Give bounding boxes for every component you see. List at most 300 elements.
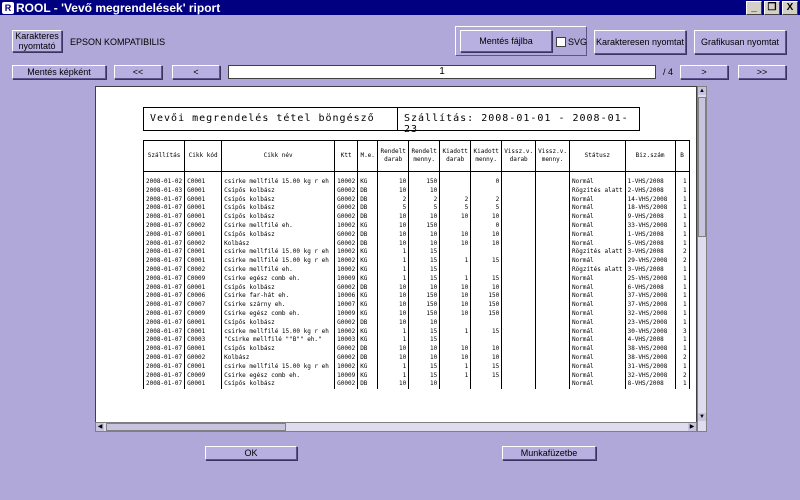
table-cell: DB: [358, 213, 378, 222]
table-cell: [471, 319, 502, 328]
table-cell: C0001: [185, 248, 222, 257]
table-cell: 2008-01-07: [144, 240, 185, 249]
table-cell: Normál: [570, 310, 626, 319]
table-cell: 2008-01-07: [144, 222, 185, 231]
table-cell: [536, 292, 570, 301]
table-cell: DB: [358, 231, 378, 240]
table-cell: [440, 266, 471, 275]
table-cell: KG: [358, 363, 378, 372]
table-cell: 1: [675, 292, 689, 301]
table-cell: 37-VHS/2008: [625, 292, 675, 301]
table-cell: 2008-01-02: [144, 178, 185, 187]
table-cell: [536, 248, 570, 257]
table-cell: [536, 284, 570, 293]
table-cell: 15: [409, 372, 440, 381]
table-cell: 9-VHS/2008: [625, 213, 675, 222]
table-cell: 10: [409, 240, 440, 249]
table-cell: [536, 213, 570, 222]
table-cell: 10: [471, 240, 502, 249]
table-cell: Normál: [570, 196, 626, 205]
close-button[interactable]: X: [782, 1, 798, 15]
table-cell: Rögzítés alatt: [570, 248, 626, 257]
table-cell: [471, 187, 502, 196]
table-cell: G0002: [335, 240, 358, 249]
table-cell: G0001: [185, 196, 222, 205]
table-cell: C0001: [185, 363, 222, 372]
table-cell: 38-VHS/2008: [625, 345, 675, 354]
table-cell: 0: [471, 178, 502, 187]
table-cell: 150: [471, 301, 502, 310]
table-cell: 31-VHS/2008: [625, 363, 675, 372]
table-cell: 10: [378, 284, 409, 293]
table-cell: DB: [358, 284, 378, 293]
table-cell: [502, 345, 536, 354]
table-cell: 5-VHS/2008: [625, 240, 675, 249]
table-cell: 10: [440, 240, 471, 249]
table-cell: [502, 380, 536, 389]
table-cell: 1: [675, 213, 689, 222]
table-cell: Csípős kolbász: [222, 231, 335, 240]
table-cell: 1: [675, 196, 689, 205]
table-cell: "Csirke mellfilé ""B"" eh.": [222, 336, 335, 345]
table-cell: 23-VHS/2008: [625, 319, 675, 328]
table-cell: [502, 213, 536, 222]
table-cell: 10: [378, 222, 409, 231]
table-cell: 1: [440, 328, 471, 337]
table-row: [144, 328, 690, 337]
table-cell: 15: [471, 328, 502, 337]
table-cell: Normál: [570, 345, 626, 354]
table-row: [144, 284, 690, 293]
table-cell: KG: [358, 275, 378, 284]
table-cell: [502, 266, 536, 275]
prev-page-button[interactable]: <: [172, 65, 220, 79]
table-cell: [502, 328, 536, 337]
table-cell: G0002: [185, 354, 222, 363]
char-print-button[interactable]: Karakteresen nyomtat: [594, 30, 686, 54]
table-cell: 1: [440, 363, 471, 372]
table-cell: C0009: [185, 372, 222, 381]
column-header: B: [675, 141, 689, 172]
save-to-file-button[interactable]: Mentés fájlba: [460, 30, 552, 52]
table-cell: 8-VHS/2008: [625, 380, 675, 389]
table-cell: 10: [440, 301, 471, 310]
table-cell: Kolbász: [222, 354, 335, 363]
horizontal-scrollbar[interactable]: [95, 422, 697, 432]
table-cell: 10: [378, 310, 409, 319]
table-cell: KG: [358, 257, 378, 266]
table-cell: 38-VHS/2008: [625, 354, 675, 363]
table-cell: 1: [675, 301, 689, 310]
table-cell: KG: [358, 372, 378, 381]
table-cell: KG: [358, 178, 378, 187]
graphic-print-button[interactable]: Grafikusan nyomtat: [694, 30, 786, 54]
svg-checkbox[interactable]: [556, 37, 566, 47]
horizontal-scroll-thumb[interactable]: [106, 423, 286, 431]
save-image-button[interactable]: Mentés képként: [12, 65, 106, 79]
table-cell: [502, 222, 536, 231]
table-cell: Normál: [570, 354, 626, 363]
table-cell: 2: [675, 257, 689, 266]
table-cell: 15: [409, 328, 440, 337]
table-cell: KG: [358, 310, 378, 319]
table-cell: 10002: [335, 257, 358, 266]
table-row: [144, 292, 690, 301]
table-row: [144, 354, 690, 363]
table-cell: [502, 248, 536, 257]
table-cell: C0002: [185, 266, 222, 275]
table-cell: G0002: [335, 284, 358, 293]
table-cell: 2-VHS/2008: [625, 187, 675, 196]
table-cell: Kolbász: [222, 240, 335, 249]
table-cell: 10: [378, 187, 409, 196]
column-header: Kiadott darab: [440, 141, 471, 172]
table-cell: 1-VHS/2008: [625, 178, 675, 187]
table-cell: 2: [675, 372, 689, 381]
table-cell: 2: [675, 248, 689, 257]
table-cell: 1: [378, 328, 409, 337]
scroll-up-icon[interactable]: ▲: [699, 88, 705, 94]
table-cell: G0002: [335, 319, 358, 328]
table-cell: 10: [440, 292, 471, 301]
table-row: [144, 363, 690, 372]
table-cell: Csirke mellfilé eh.: [222, 222, 335, 231]
table-cell: KG: [358, 301, 378, 310]
table-row: [144, 310, 690, 319]
table-cell: [440, 187, 471, 196]
table-cell: 150: [409, 292, 440, 301]
table-cell: 25-VHS/2008: [625, 275, 675, 284]
table-cell: Normál: [570, 328, 626, 337]
table-cell: G0001: [185, 345, 222, 354]
table-cell: 10: [378, 178, 409, 187]
table-cell: 10: [378, 345, 409, 354]
table-cell: G0001: [185, 380, 222, 389]
table-cell: [502, 319, 536, 328]
table-cell: 10: [409, 284, 440, 293]
table-cell: [536, 178, 570, 187]
report-header: [143, 107, 640, 135]
table-cell: DB: [358, 354, 378, 363]
table-cell: KG: [358, 266, 378, 275]
table-cell: [440, 178, 471, 187]
table-cell: 15: [409, 275, 440, 284]
column-header: Rendelt menny.: [409, 141, 440, 172]
last-page-button[interactable]: >>: [738, 65, 786, 79]
table-cell: 1: [378, 363, 409, 372]
table-cell: 29-VHS/2008: [625, 257, 675, 266]
title-bar: [0, 0, 800, 15]
table-cell: 10003: [335, 336, 358, 345]
table-cell: 10: [440, 231, 471, 240]
report-table: [143, 140, 690, 389]
page-total: / 4: [663, 67, 674, 77]
table-cell: 15: [409, 248, 440, 257]
table-cell: 10: [471, 231, 502, 240]
table-cell: [502, 196, 536, 205]
table-cell: KG: [358, 292, 378, 301]
table-cell: 1: [440, 372, 471, 381]
table-cell: 10002: [335, 178, 358, 187]
table-cell: G0001: [185, 213, 222, 222]
table-cell: 15: [409, 336, 440, 345]
table-cell: 3-VHS/2008: [625, 266, 675, 275]
table-cell: [502, 363, 536, 372]
table-cell: G0001: [185, 187, 222, 196]
table-cell: Csirke szárny eh.: [222, 301, 335, 310]
table-cell: G0002: [185, 240, 222, 249]
table-cell: 10009: [335, 310, 358, 319]
table-cell: Csípős kolbász: [222, 284, 335, 293]
table-cell: 32-VHS/2008: [625, 372, 675, 381]
table-cell: C0002: [185, 222, 222, 231]
table-cell: 1: [440, 275, 471, 284]
table-cell: 10002: [335, 222, 358, 231]
table-cell: 2008-01-07: [144, 213, 185, 222]
table-cell: 10006: [335, 292, 358, 301]
table-cell: G0002: [335, 380, 358, 389]
table-cell: 10002: [335, 248, 358, 257]
table-cell: 2008-01-07: [144, 231, 185, 240]
table-cell: 2008-01-07: [144, 266, 185, 275]
table-cell: 2008-01-07: [144, 301, 185, 310]
table-cell: Normál: [570, 284, 626, 293]
table-cell: [536, 240, 570, 249]
table-cell: KG: [358, 336, 378, 345]
table-cell: [471, 380, 502, 389]
table-cell: [471, 336, 502, 345]
table-cell: [536, 275, 570, 284]
table-cell: 10: [378, 319, 409, 328]
table-cell: 2008-01-07: [144, 248, 185, 257]
table-cell: 1: [675, 231, 689, 240]
table-cell: 15: [409, 363, 440, 372]
table-cell: G0001: [185, 231, 222, 240]
table-row: [144, 301, 690, 310]
table-cell: Normál: [570, 292, 626, 301]
table-cell: 1: [675, 222, 689, 231]
table-cell: 15: [471, 363, 502, 372]
table-cell: 10: [409, 213, 440, 222]
table-cell: [502, 275, 536, 284]
table-cell: 10: [440, 310, 471, 319]
report-preview[interactable]: [95, 86, 697, 432]
table-cell: 5: [378, 204, 409, 213]
window-title: ROOL - 'Vevő megrendelések' riport: [16, 0, 221, 15]
table-cell: Csípős kolbász: [222, 187, 335, 196]
table-cell: G0002: [335, 354, 358, 363]
table-cell: 15: [409, 257, 440, 266]
table-cell: Normál: [570, 213, 626, 222]
table-cell: DB: [358, 319, 378, 328]
table-cell: 10: [409, 319, 440, 328]
table-cell: Csípős kolbász: [222, 380, 335, 389]
table-cell: 10: [440, 354, 471, 363]
table-cell: 2008-01-07: [144, 310, 185, 319]
table-cell: 10: [378, 292, 409, 301]
column-header: Kiadott menny.: [471, 141, 502, 172]
table-cell: 1: [675, 345, 689, 354]
ok-button[interactable]: OK: [205, 446, 297, 460]
table-cell: 10: [378, 354, 409, 363]
table-cell: 2008-01-07: [144, 328, 185, 337]
table-cell: KG: [358, 222, 378, 231]
table-row: [144, 257, 690, 266]
column-header: Rendelt darab: [378, 141, 409, 172]
table-row: [144, 222, 690, 231]
table-cell: Csirke egész comb eh.: [222, 310, 335, 319]
table-cell: Normál: [570, 204, 626, 213]
table-cell: DB: [358, 204, 378, 213]
table-cell: DB: [358, 380, 378, 389]
table-cell: 3: [675, 328, 689, 337]
first-page-button[interactable]: <<: [114, 65, 162, 79]
rool-app-icon[interactable]: R: [2, 2, 14, 14]
table-row: [144, 266, 690, 275]
minimize-button[interactable]: _: [746, 1, 762, 15]
workbook-button[interactable]: Munkafüzetbe: [502, 446, 596, 460]
table-cell: 2008-01-07: [144, 336, 185, 345]
table-cell: 150: [409, 301, 440, 310]
column-header: Cikk név: [222, 141, 335, 172]
vertical-scroll-thumb[interactable]: [698, 97, 706, 237]
vertical-scrollbar[interactable]: [697, 86, 707, 432]
table-cell: [536, 363, 570, 372]
table-cell: 2008-01-07: [144, 196, 185, 205]
table-cell: C0006: [185, 292, 222, 301]
table-cell: 2008-01-07: [144, 380, 185, 389]
table-cell: 10007: [335, 301, 358, 310]
table-cell: [502, 204, 536, 213]
table-cell: [440, 248, 471, 257]
table-cell: 10: [409, 187, 440, 196]
table-cell: 33-VHS/2008: [625, 222, 675, 231]
table-cell: KG: [358, 328, 378, 337]
column-header: M.e.: [358, 141, 378, 172]
table-cell: Rögzítés alatt: [570, 187, 626, 196]
table-header-row: [144, 141, 690, 172]
table-cell: 10: [409, 231, 440, 240]
table-cell: [440, 380, 471, 389]
char-printer-button[interactable]: Karakteres nyomtató: [12, 30, 62, 52]
table-cell: Normál: [570, 231, 626, 240]
table-cell: 2: [675, 354, 689, 363]
table-cell: Normál: [570, 275, 626, 284]
table-cell: Csirke egész comb eh.: [222, 275, 335, 284]
table-cell: 2008-01-07: [144, 204, 185, 213]
svg-label: SVG: [568, 37, 588, 47]
table-cell: 1: [675, 275, 689, 284]
table-cell: [502, 372, 536, 381]
window-controls: [746, 1, 798, 15]
table-cell: 2008-01-07: [144, 257, 185, 266]
table-cell: Csípős kolbász: [222, 345, 335, 354]
table-cell: 10: [378, 240, 409, 249]
table-cell: Csirke mellfilé eh.: [222, 266, 335, 275]
table-cell: [502, 178, 536, 187]
table-cell: [502, 336, 536, 345]
table-cell: 1: [675, 284, 689, 293]
table-cell: 1: [378, 336, 409, 345]
table-cell: [502, 301, 536, 310]
table-row: [144, 248, 690, 257]
table-cell: 1: [675, 319, 689, 328]
table-cell: Normál: [570, 240, 626, 249]
table-cell: 6-VHS/2008: [625, 284, 675, 293]
table-row: [144, 336, 690, 345]
table-cell: G0002: [335, 345, 358, 354]
table-cell: [502, 354, 536, 363]
table-cell: 1: [675, 187, 689, 196]
scroll-down-icon[interactable]: ▼: [699, 414, 705, 420]
table-cell: 0: [471, 222, 502, 231]
table-cell: [536, 204, 570, 213]
table-cell: 1: [378, 266, 409, 275]
table-cell: G0002: [335, 231, 358, 240]
table-cell: [536, 222, 570, 231]
column-header: Vissz.v. menny.: [536, 141, 570, 172]
table-cell: 150: [471, 310, 502, 319]
table-cell: Normál: [570, 301, 626, 310]
table-cell: 1: [675, 266, 689, 275]
table-cell: 2008-01-07: [144, 363, 185, 372]
table-cell: 1: [675, 240, 689, 249]
table-cell: 10: [409, 380, 440, 389]
table-cell: 2008-01-07: [144, 284, 185, 293]
table-cell: C0009: [185, 275, 222, 284]
table-cell: [502, 240, 536, 249]
scroll-left-icon[interactable]: ◀: [97, 424, 103, 430]
maximize-button[interactable]: ❐: [764, 1, 780, 15]
table-cell: C0001: [185, 178, 222, 187]
table-cell: csirke mellfilé 15.00 kg r eh: [222, 328, 335, 337]
table-cell: 10002: [335, 363, 358, 372]
column-header: Státusz: [570, 141, 626, 172]
table-cell: 2: [378, 196, 409, 205]
table-cell: 10009: [335, 275, 358, 284]
table-cell: C0001: [185, 257, 222, 266]
table-cell: 4-VHS/2008: [625, 336, 675, 345]
table-cell: 1: [675, 178, 689, 187]
scroll-right-icon[interactable]: ▶: [689, 424, 695, 430]
table-cell: 10: [440, 213, 471, 222]
table-cell: 15: [471, 257, 502, 266]
table-cell: [536, 187, 570, 196]
table-cell: csirke mellfilé 15.00 kg r eh: [222, 178, 335, 187]
table-row: [144, 196, 690, 205]
table-cell: 10: [378, 380, 409, 389]
table-cell: 10: [440, 284, 471, 293]
table-cell: Csípős kolbász: [222, 213, 335, 222]
table-cell: [536, 319, 570, 328]
table-cell: 2008-01-07: [144, 354, 185, 363]
table-cell: 1: [675, 204, 689, 213]
table-cell: 2: [471, 196, 502, 205]
table-cell: Csirke egész comb eh.: [222, 372, 335, 381]
table-cell: 150: [471, 292, 502, 301]
table-cell: G0001: [185, 319, 222, 328]
table-cell: C0003: [185, 336, 222, 345]
table-cell: 30-VHS/2008: [625, 328, 675, 337]
table-cell: Csirke far-hát eh.: [222, 292, 335, 301]
next-page-button[interactable]: >: [680, 65, 728, 79]
table-cell: G0001: [185, 284, 222, 293]
column-header: Szállítás: [144, 141, 185, 172]
page-number-input[interactable]: 1: [228, 65, 656, 79]
table-cell: 18-VHS/2008: [625, 204, 675, 213]
table-row: [144, 380, 690, 389]
table-row: [144, 213, 690, 222]
